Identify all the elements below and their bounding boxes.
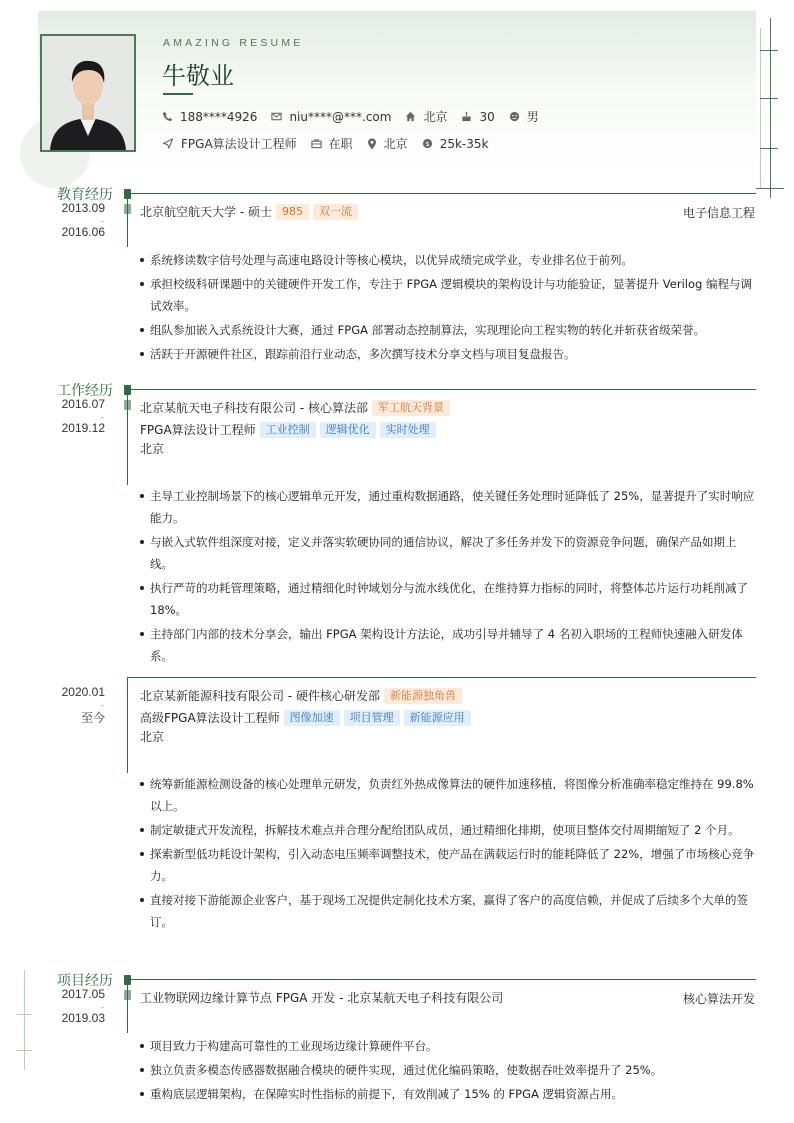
skill-tag: 逻辑优化 (320, 422, 376, 438)
email-info (271, 110, 391, 124)
project-role: 核心算法开发 (682, 992, 755, 1006)
target-city: 北京 (383, 137, 408, 151)
send-icon (162, 138, 174, 149)
section-rule (131, 193, 756, 194)
edu-end-date: 2016.06 (61, 225, 105, 239)
job1-role-line (140, 421, 436, 438)
job2-start-date: 2020.01 (61, 685, 105, 699)
list-item: 制定敏捷式开发流程，拆解技术难点并合理分配给团队成员，通过精细化排期，使项目整体交付周期缩短了 2 个月。 (140, 819, 756, 841)
school-tag: 双一流 (313, 204, 358, 220)
list-item: 执行严苛的功耗管理策略，通过精细化时钟域划分与流水线优化，在维持算力指标的同时，将整体芯片运行功耗削减了 18%。 (140, 577, 756, 621)
contact-row (162, 108, 553, 125)
job1-company-line (140, 399, 450, 416)
skill-tag: 工业控制 (260, 422, 316, 438)
school-name: 北京航空航天大学 - 硕士 (140, 205, 272, 219)
company-tag: 新能源独角兽 (384, 688, 462, 704)
list-item: 主导工业控制场景下的核心逻辑单元开发，通过重构数据通路，使关键任务处理时延降低了 25%，显著提升了实时响应能力。 (140, 485, 756, 529)
resume-tagline: AMAZING RESUME (163, 37, 304, 49)
education-section-title: 教育经历 (57, 187, 113, 203)
role-title: FPGA算法设计工程师 (140, 423, 256, 437)
list-item: 探索新型低功耗设计架构，引入动态电压频率调整技术，使产品在满载运行时的能耗降低了 22%，增强了市场核心竞争力。 (140, 843, 756, 887)
home-icon (405, 111, 416, 122)
right-deco-tick (760, 98, 778, 99)
school-tag: 985 (276, 204, 309, 220)
entry-bar (127, 199, 128, 247)
home-city: 北京 (423, 110, 448, 124)
job2-bullets (140, 773, 756, 935)
edu-bullets (140, 249, 756, 367)
target-job-info (162, 135, 297, 152)
mail-icon (271, 111, 282, 122)
money-icon (422, 138, 433, 149)
list-item: 活跃于开源硬件社区，跟踪前沿行业动态，多次撰写技术分享文档与项目复盘报告。 (140, 343, 756, 365)
salary-range: 25k-35k (439, 136, 489, 151)
project-start-date: 2017.05 (61, 987, 105, 1001)
section-node (124, 975, 131, 985)
job2-city: 北京 (140, 730, 165, 744)
list-item: 直接对接下游能源企业客户，基于现场工况提供定制化技术方案，赢得了客户的高度信赖，并促成了后续多个大单的签订。 (140, 889, 756, 933)
entry-bar (127, 677, 128, 773)
location-pin-icon (367, 138, 377, 150)
right-deco-tick (760, 148, 778, 149)
project-end-date: 2019.03 (61, 1011, 105, 1025)
date-dash: - (101, 217, 104, 226)
job2-role-line (140, 709, 471, 726)
list-item: 统筹新能源检测设备的核心处理单元研发，负责红外热成像算法的硬件加速移植，将图像分析准确率稳定维持在 99.8% 以上。 (140, 773, 756, 817)
job1-city: 北京 (140, 442, 165, 456)
svg-text:$: $ (425, 139, 430, 148)
name-underline (163, 93, 193, 95)
gender-value: 男 (526, 110, 539, 124)
briefcase-icon (311, 138, 322, 149)
list-item: 与嵌入式软件组深度对接，定义并落实软硬协同的通信协议，解决了多任务并发下的资源竞争问题，确保产品如期上线。 (140, 531, 756, 575)
age-value: 30 (479, 109, 495, 124)
date-dash: - (101, 413, 104, 422)
skill-tag: 实时处理 (380, 422, 436, 438)
cake-icon (461, 111, 472, 122)
left-deco-line (24, 970, 25, 1070)
section-rule (131, 979, 756, 980)
project-bullets (140, 1035, 756, 1107)
job1-start-date: 2016.07 (61, 397, 105, 411)
company-name: 北京某新能源科技有限公司 - 硬件核心研发部 (140, 689, 380, 703)
list-item: 主持部门内部的技术分享会，输出 FPGA 架构设计方法论，成功引导并辅导了 4 名初入职场的工程师快速融入研发体系。 (140, 623, 756, 667)
list-item: 承担校级科研课题中的关键硬件开发工作，专注于 FPGA 逻辑模块的架构设计与功能验证，显著提升 Verilog 编程与调试效率。 (140, 273, 756, 317)
salary-info (422, 137, 489, 151)
entry-bar (127, 985, 128, 1033)
entry-rule (127, 677, 756, 678)
person-icon (509, 111, 520, 122)
skill-tag: 图像加速 (284, 710, 340, 726)
phone-icon (162, 111, 173, 122)
target-job: FPGA算法设计工程师 (181, 137, 297, 151)
entry-bar (127, 395, 128, 485)
list-item: 系统修读数字信号处理与高速电路设计等核心模块，以优异成绩完成学业，专业排名位于前列。 (140, 249, 756, 271)
projects-section-title: 项目经历 (57, 973, 113, 989)
edu-start-date: 2013.09 (61, 201, 105, 215)
date-dash: - (101, 701, 104, 710)
job2-end-date: 至今 (80, 711, 105, 725)
email-address: niu****@***.com (289, 109, 392, 124)
company-name: 北京某航天电子科技有限公司 - 核心算法部 (140, 401, 368, 415)
edu-school-line (140, 203, 358, 220)
status-info (311, 135, 353, 152)
right-deco-line (770, 18, 771, 198)
section-rule (131, 389, 756, 390)
target-city-info (367, 135, 408, 152)
list-item: 重构底层逻辑架构，在保障实时性指标的前提下，有效削减了 15% 的 FPGA 逻辑资源占用。 (140, 1083, 756, 1105)
job-intent-row (162, 135, 502, 152)
skill-tag: 项目管理 (344, 710, 400, 726)
job2-company-line (140, 687, 462, 704)
project-name: 工业物联网边缘计算节点 FPGA 开发 - 北京某航天电子科技有限公司 (140, 991, 504, 1005)
age-info (461, 110, 494, 124)
role-title: 高级FPGA算法设计工程师 (140, 711, 280, 725)
gender-info (509, 108, 539, 125)
home-info (405, 108, 447, 125)
section-node (124, 189, 131, 199)
skill-tag: 新能源应用 (404, 710, 471, 726)
left-deco-tick (16, 1050, 32, 1051)
job1-bullets (140, 485, 756, 669)
phone-info (162, 110, 257, 124)
company-tag: 军工航天背景 (372, 400, 450, 416)
work-section-title: 工作经历 (57, 383, 113, 399)
candidate-name: 牛敬业 (162, 62, 234, 90)
section-node (124, 385, 131, 395)
left-deco-tick (16, 1014, 32, 1015)
list-item: 项目致力于构建高可靠性的工业现场边缘计算硬件平台。 (140, 1035, 756, 1057)
list-item: 独立负责多模态传感器数据融合模块的硬件实现，通过优化编码策略，使数据吞吐效率提升了 25%。 (140, 1059, 756, 1081)
edu-major: 电子信息工程 (682, 206, 755, 220)
date-dash: - (101, 1003, 104, 1012)
phone-number: 188****4926 (180, 109, 258, 124)
list-item: 组队参加嵌入式系统设计大赛，通过 FPGA 部署动态控制算法，实现理论向工程实物的转化并斩获省级荣誉。 (140, 319, 756, 341)
job-status: 在职 (328, 137, 353, 151)
right-deco-line-light (760, 28, 761, 188)
job1-end-date: 2019.12 (61, 421, 105, 435)
right-deco-tick (760, 50, 778, 51)
profile-photo (40, 34, 136, 152)
right-deco-tick (756, 188, 784, 189)
